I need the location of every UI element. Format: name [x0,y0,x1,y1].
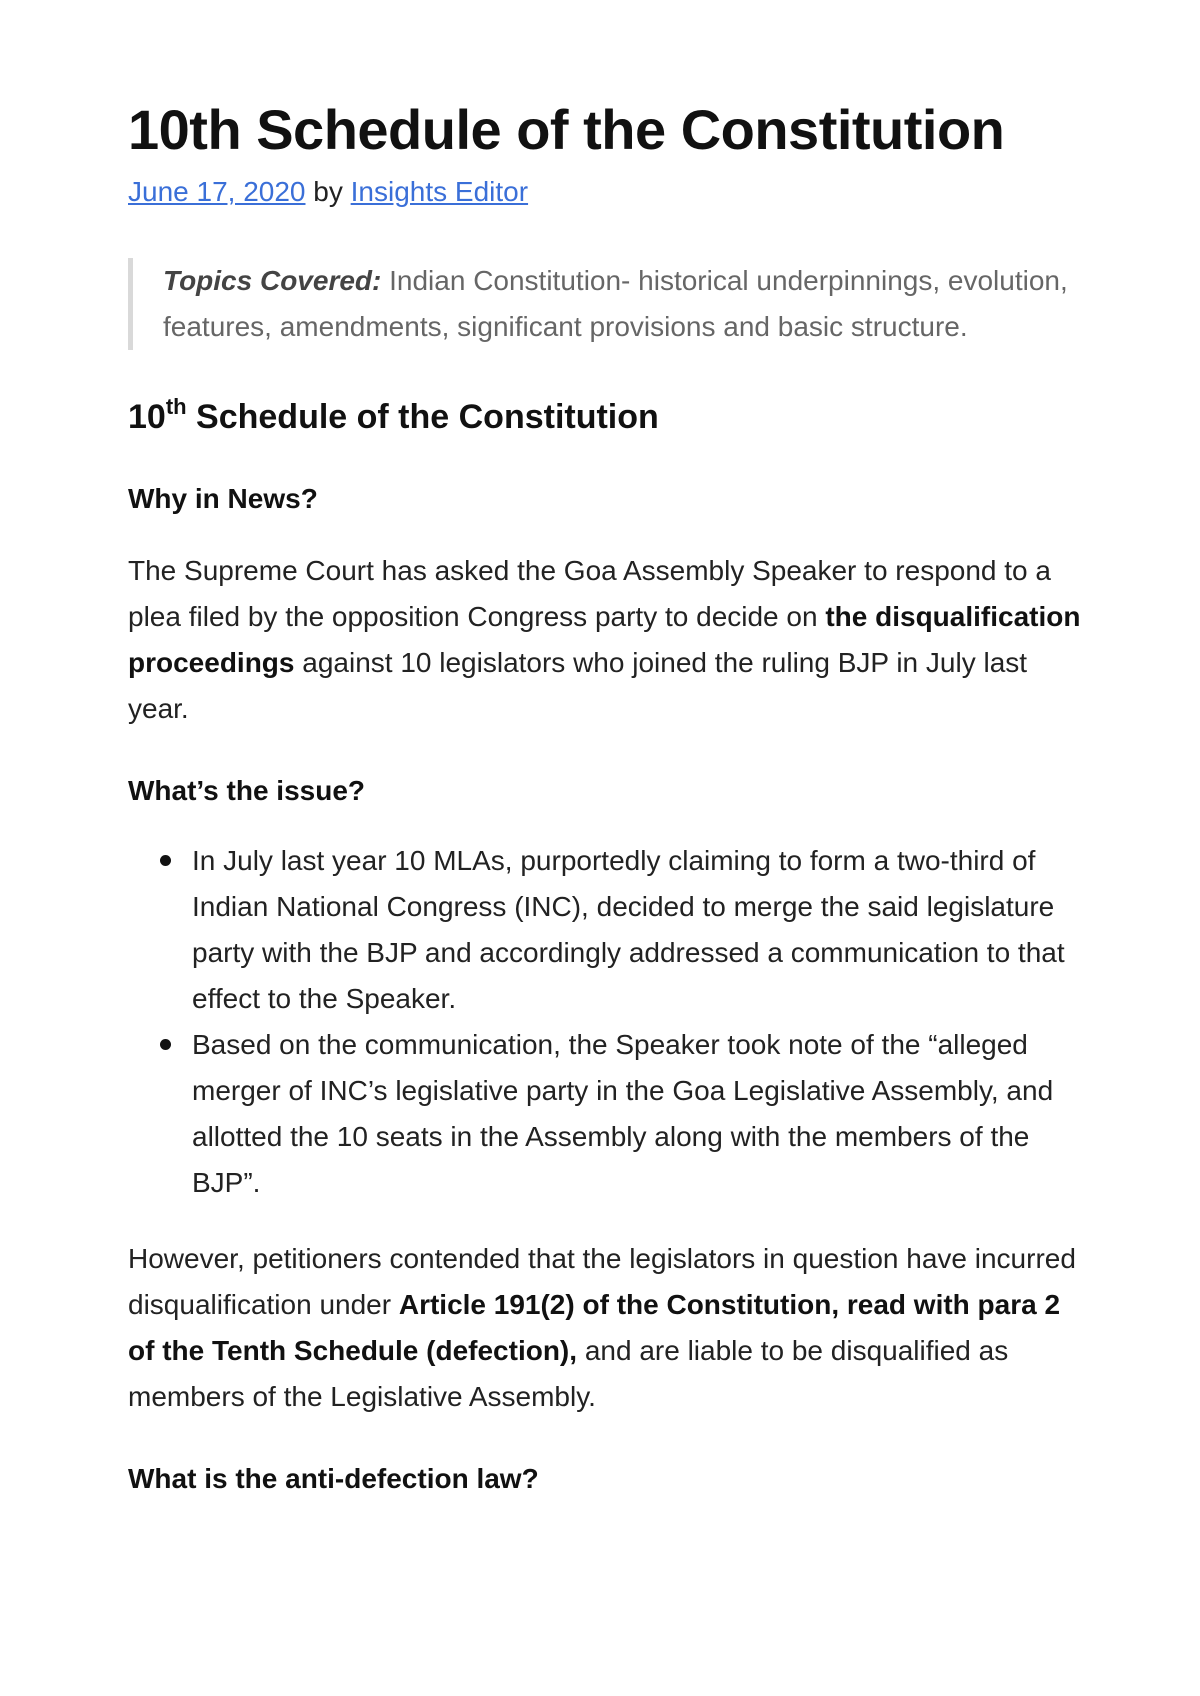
why-text-end: against 10 legislators who joined the ruling BJP in July last year. [128,647,1028,724]
bullet-dot-icon [160,855,171,866]
petitioners-text-start: However, petitioners contended that the legislators in question have incurred disqualification under [128,1243,1076,1320]
issue-heading: What’s the issue? [128,775,366,806]
section-heading-text: Schedule of the Constitution [186,398,659,436]
anti-defection-heading: What is the anti-defection law? [128,1463,539,1494]
topics-label: Topics Covered: [163,265,382,296]
petitioners-paragraph [128,1236,1088,1420]
post-date-link[interactable]: June 17, 2020 [128,176,306,207]
list-item [192,838,1088,1022]
topics-blockquote [128,258,1088,350]
post-meta [128,174,1088,210]
why-text-start: The Supreme Court has asked the Goa Assembly Speaker to respond to a plea filed by the opposition Congress party to decide on [128,555,1051,632]
article [128,96,1088,1498]
why-text-bold: the disqualification proceedings [128,601,1081,678]
issue-bullet-list [128,838,1088,1206]
list-item-text: In July last year 10 MLAs, purportedly claiming to form a two-third of Indian National Congress (INC), decided to merge the said legislature party with the BJP and accordingly addressed a communication to that effect to the Speaker. [192,845,1065,1014]
topics-text: Indian Constitution- historical underpinnings, evolution, features, amendments, significant provisions and basic structure. [163,265,1068,342]
list-item [192,1022,1088,1206]
why-in-news-paragraph [128,548,1088,732]
bullet-dot-icon [160,1039,171,1050]
article-title: 10th Schedule of the Constitution [128,98,1005,161]
section-heading-number: 10 [128,398,166,436]
petitioners-text-end: and are liable to be disqualified as members of the Legislative Assembly. [128,1335,1009,1412]
author-link[interactable]: Insights Editor [350,176,529,207]
why-in-news-heading: Why in News? [128,483,318,514]
meta-by: by [305,176,351,207]
petitioners-text-bold: Article 191(2) of the Constitution, read with para 2 of the Tenth Schedule (defection), [128,1289,1061,1366]
section-heading-sup: th [165,394,187,419]
list-item-text: Based on the communication, the Speaker took note of the “alleged merger of INC’s legislative party in the Goa Legislative Assembly, and allotted the 10 seats in the Assembly along with the members of the BJP”. [192,1029,1054,1198]
section-heading [128,394,1088,440]
